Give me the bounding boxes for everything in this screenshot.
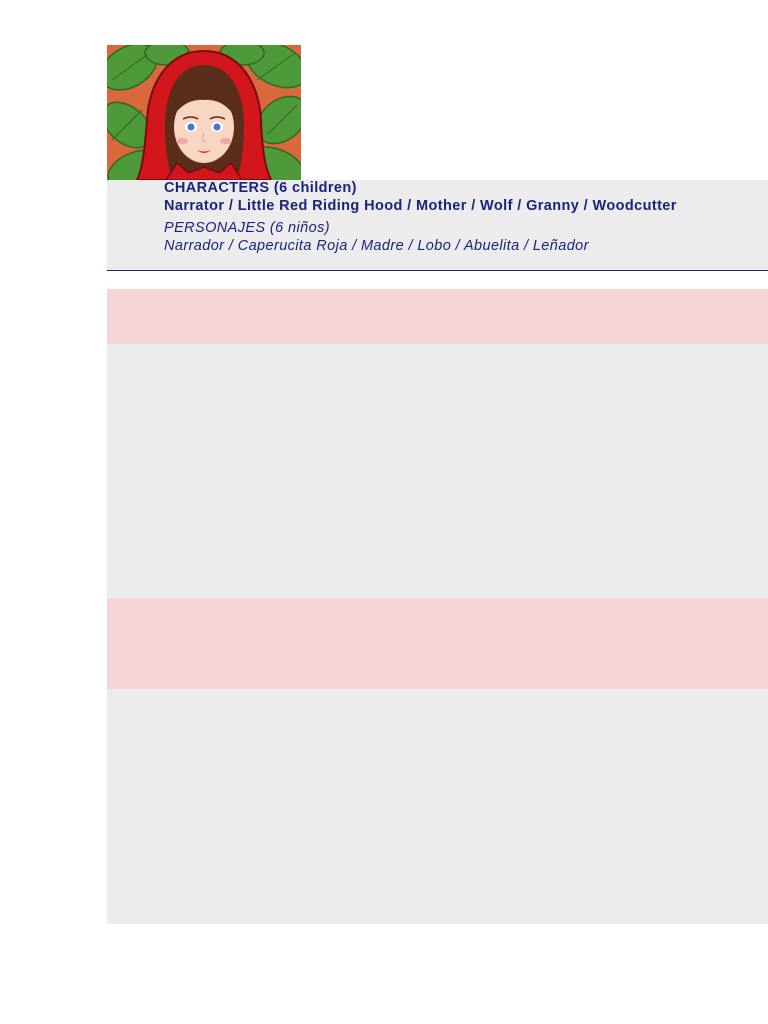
characters-list-es: Narrador / Caperucita Roja / Madre / Lobo / Abuelita / Leñador <box>164 238 589 254</box>
dialogue-row <box>107 896 768 924</box>
dialogue-row <box>107 546 768 598</box>
dialogue-row <box>107 734 768 815</box>
characters-title-es: PERSONAJES (6 niños) <box>164 220 330 236</box>
red-riding-hood-picture <box>107 45 301 180</box>
script-dialogue <box>107 289 768 924</box>
dialogue-row <box>107 598 768 689</box>
dialogue-row <box>107 689 768 734</box>
characters-header <box>107 180 768 271</box>
dialogue-row <box>107 456 768 501</box>
dialogue-row <box>107 344 768 411</box>
characters-title-en: CHARACTERS (6 children) <box>164 180 357 196</box>
characters-list-en: Narrator / Little Red Riding Hood / Mother / Wolf / Granny / Woodcutter <box>164 198 677 214</box>
dialogue-row <box>107 815 768 896</box>
dialogue-row <box>107 411 768 456</box>
red-riding-hood-illustration <box>107 45 301 180</box>
dialogue-row <box>107 501 768 546</box>
dialogue-row <box>107 289 768 344</box>
